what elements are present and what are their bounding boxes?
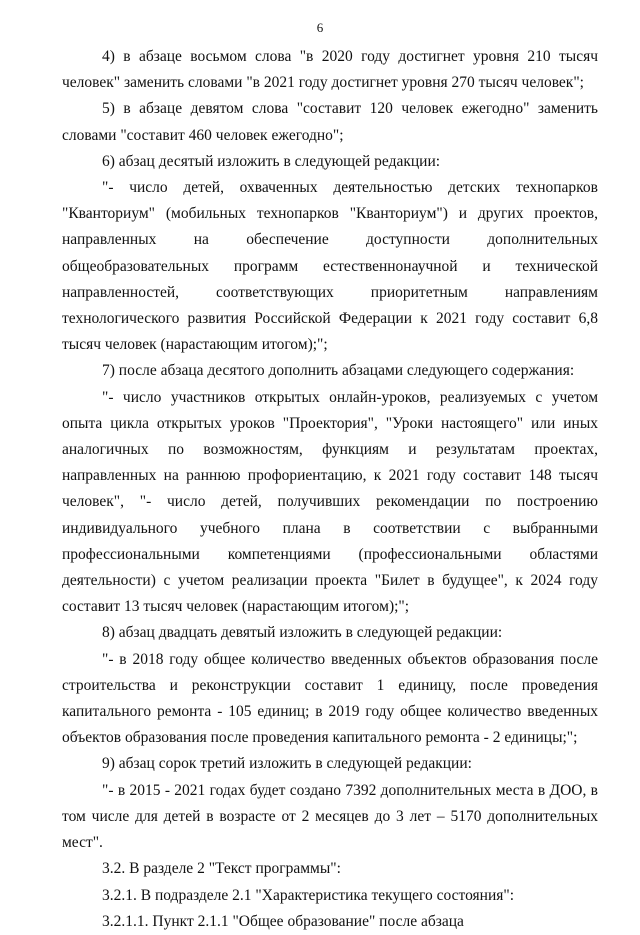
page-number: 6 <box>316 20 324 35</box>
paragraph-section-3-2: 3.2. В разделе 2 "Текст программы": <box>102 860 341 878</box>
paragraph-item-8-heading: 8) абзац двадцать девятый изложить в следующей редакции: <box>102 624 503 642</box>
paragraph-item-9-heading: 9) абзац сорок третий изложить в следующей редакции: <box>102 755 472 773</box>
paragraph-section-3-2-1: 3.2.1. В подразделе 2.1 "Характеристика текущего состояния": <box>102 886 515 904</box>
paragraph-quote-online-lessons: "- число участников открытых онлайн-уроков, реализуемых с учетом опыта цикла открытых уроков "Проектория", "Уроки настоящего" или иных аналогичных по возможностям, функциям и результатам проектах, направленных на раннюю профориентацию, к 2021 году составит 148 тысяч человек", "- число детей, получивших рекомендации по построению индивидуального учебного плана в соответствии с выбранными профессиональными компетенциями (профессиональными областями деятельности) с учетом реализации проекта "Билет в будущее", к 2024 году составит 13 тысяч человек (нарастающим итогом);"; <box>62 388 598 616</box>
paragraph-item-6-heading: 6) абзац десятый изложить в следующей редакции: <box>102 152 441 170</box>
paragraph-quote-doo-places: "- в 2015 - 2021 годах будет создано 7392 дополнительных места в ДОО, в том числе для детей в возрасте от 2 месяцев до 3 лет – 5170 дополнительных мест". <box>62 781 598 852</box>
paragraph-quote-construction: "- в 2018 году общее количество введенных объектов образования после строительства и реконструкции составит 1 единицу, после проведения капитального ремонта - 105 единиц; в 2019 году общее количество введенных объектов образования после проведения капитального ремонта - 2 единицы;"; <box>62 650 598 747</box>
paragraph-section-3-2-1-1: 3.2.1.1. Пункт 2.1.1 "Общее образование" после абзаца <box>102 912 464 930</box>
paragraph-item-4-replace-words: 4) в абзаце восьмом слова "в 2020 году достигнет уровня 210 тысяч человек" заменить словами "в 2021 году достигнет уровня 270 тысяч человек"; <box>62 48 598 92</box>
document-body <box>62 44 598 935</box>
paragraph-item-5-replace-words: 5) в абзаце девятом слова "составит 120 человек ежегодно" заменить словами "составит 460 человек ежегодно"; <box>62 100 598 144</box>
paragraph-item-7-heading: 7) после абзаца десятого дополнить абзацами следующего содержания: <box>102 362 575 380</box>
paragraph-quote-kvantorium: "- число детей, охваченных деятельностью детских технопарков "Кванториум" (мобильных технопарков "Кванториум") и других проектов, направленных на обеспечение доступности дополнительных общеобразовательных программ естественнонаучной и технической направленностей, соответствующих приоритетным направлениям технологического развития Российской Федерации к 2021 году составит 6,8 тысяч человек (нарастающим итогом);"; <box>62 179 598 354</box>
